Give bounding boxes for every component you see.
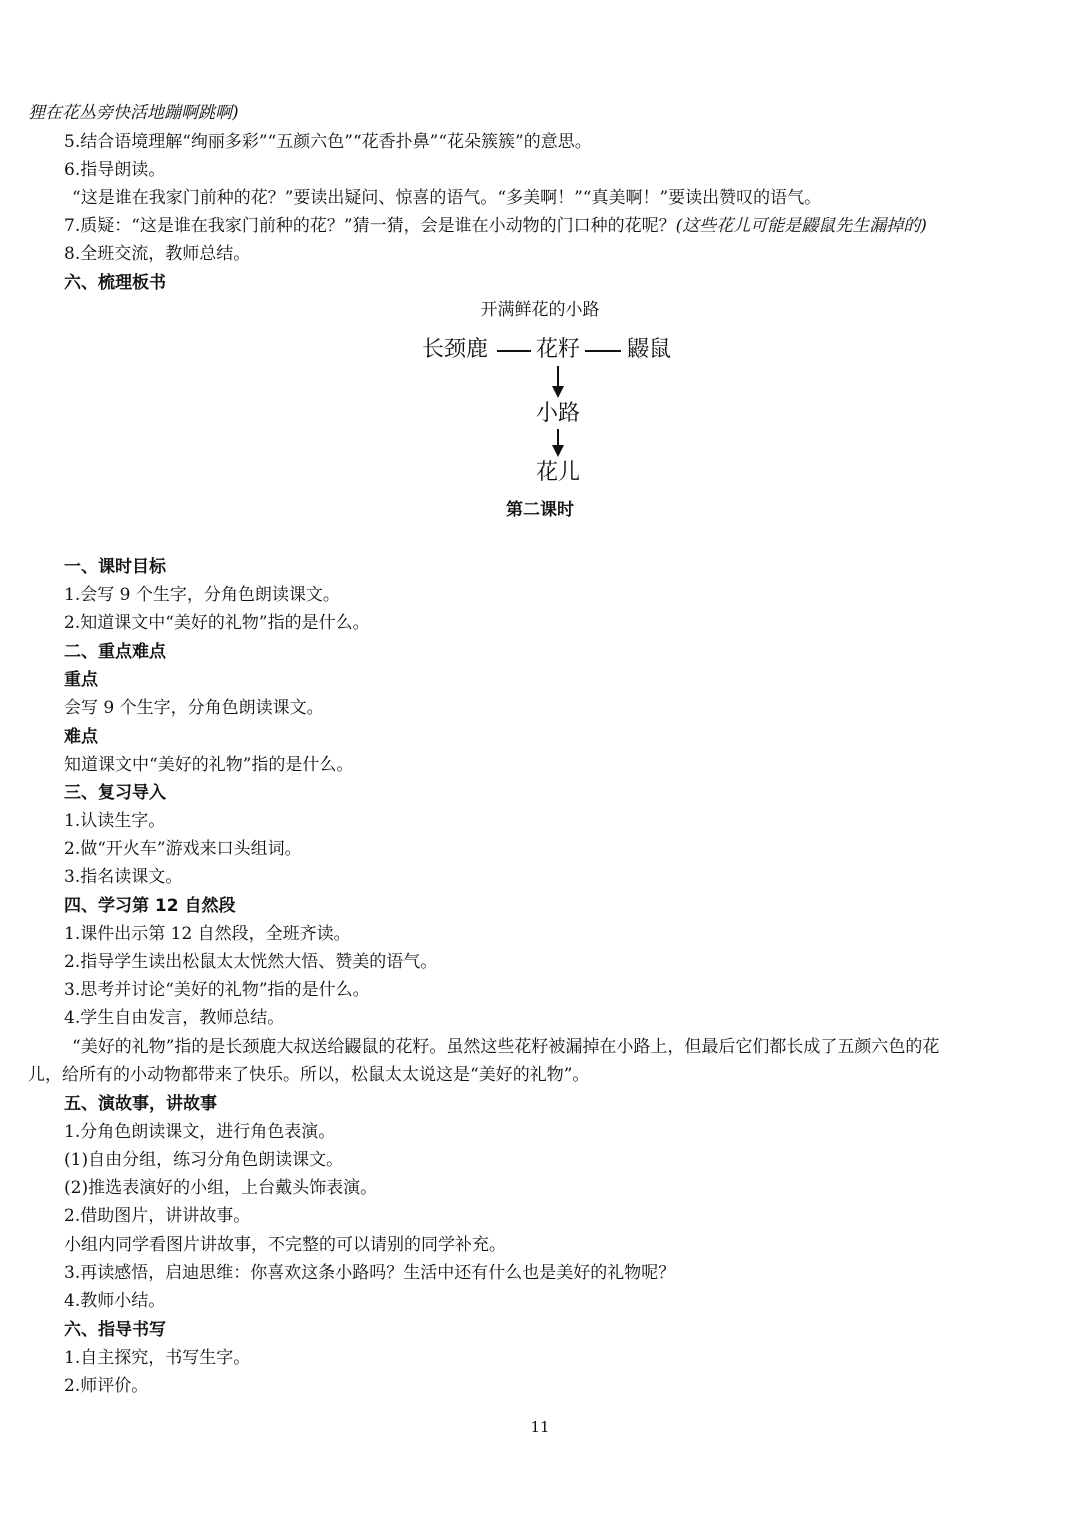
step-7: [64, 214, 927, 238]
writing-item: 2.师评价。: [64, 1376, 149, 1396]
diagram-title: 开满鲜花的小路: [480, 300, 600, 320]
summary-paragraph-line: “美好的礼物”指的是长颈鹿大叔送给鼹鼠的花籽。虽然这些花籽被漏掉在小路上，但最后它们都长成了五颜六色的花: [72, 1037, 940, 1057]
step-7-text: 7.质疑：“这是谁在我家门前种的花？”猜一猜，会是谁在小动物的门口种的花呢？: [64, 216, 676, 236]
review-item: 3.指名读课文。: [64, 867, 183, 887]
review-item: 2.做“开火车”游戏来口头组词。: [64, 839, 302, 859]
step-8: 8.全班交流，教师总结。: [64, 244, 251, 264]
diagram-node-center: 花籽: [536, 337, 581, 362]
story-item: 4.教师小结。: [64, 1291, 166, 1311]
writing-item: 1.自主探究，书写生字。: [64, 1348, 251, 1368]
heading-objectives: 一、课时目标: [64, 557, 166, 577]
paragraph-12-item: 2.指导学生读出松鼠太太恍然大悟、赞美的语气。: [64, 952, 438, 972]
story-item: 2.借助图片，讲讲故事。: [64, 1206, 251, 1226]
diagram-node-bottom: 花儿: [536, 460, 581, 485]
heading-review: 三、复习导入: [64, 783, 166, 803]
review-item: 1.认读生字。: [64, 811, 166, 831]
hard-text: 知道课文中“美好的礼物”指的是什么。: [64, 755, 354, 775]
paragraph-12-item: 1.课件出示第 12 自然段，全班齐读。: [64, 924, 351, 944]
story-item: 3.再读感悟，启迪思维：你喜欢这条小路吗？生活中还有什么也是美好的礼物呢？: [64, 1263, 676, 1283]
story-item: 1.分角色朗读课文，进行角色表演。: [64, 1122, 336, 1142]
diagram-node-left: 长颈鹿: [422, 337, 489, 362]
step-7-note: (这些花儿可能是鼹鼠先生漏掉的): [675, 216, 927, 236]
paragraph-12-item: 4.学生自由发言，教师总结。: [64, 1008, 285, 1028]
step-6: 6.指导朗读。: [64, 160, 166, 180]
diagram-node-middle: 小路: [536, 401, 581, 426]
story-item: 小组内同学看图片讲故事，不完整的可以请别的同学补充。: [64, 1235, 506, 1255]
story-item: (1)自由分组，练习分角色朗读课文。: [64, 1150, 344, 1170]
heading-key-points: 二、重点难点: [64, 642, 166, 662]
objective-item: 1.会写 9 个生字，分角色朗读课文。: [64, 585, 340, 605]
board-heading: 六、梳理板书: [64, 273, 166, 293]
hard-label: 难点: [64, 727, 98, 747]
diagram-connector-left: [497, 350, 531, 352]
story-item: (2)推选表演好的小组，上台戴头饰表演。: [64, 1178, 378, 1198]
step-5: 5.结合语境理解“绚丽多彩”“五颜六色”“花香扑鼻”“花朵簇簇”的意思。: [64, 132, 592, 152]
heading-story: 五、演故事，讲故事: [64, 1094, 217, 1114]
key-label: 重点: [64, 670, 98, 690]
diagram-arrow-1-shaft: [557, 366, 559, 388]
diagram-node-right: 鼹鼠: [627, 337, 672, 362]
key-text: 会写 9 个生字，分角色朗读课文。: [64, 698, 324, 718]
objective-item: 2.知道课文中“美好的礼物”指的是什么。: [64, 613, 370, 633]
diagram-connector-right: [585, 350, 621, 352]
paragraph-12-item: 3.思考并讨论“美好的礼物”指的是什么。: [64, 980, 370, 1000]
heading-writing: 六、指导书写: [64, 1320, 166, 1340]
summary-paragraph-line: 儿，给所有的小动物都带来了快乐。所以，松鼠太太说这是“美好的礼物”。: [28, 1065, 590, 1085]
diagram-arrow-1-head: [552, 386, 564, 398]
heading-paragraph-12: 四、学习第 12 自然段: [64, 896, 236, 916]
page-number: 11: [530, 1418, 550, 1436]
diagram-arrow-2-head: [552, 445, 564, 457]
reading-guidance: “这是谁在我家门前种的花？”要读出疑问、惊喜的语气。“多美啊！”“真美啊！”要读出赞叹的语气。: [72, 188, 822, 208]
section-title: 第二课时: [506, 500, 574, 520]
continuation-line: 狸在花丛旁快活地蹦啊跳啊): [28, 103, 239, 123]
